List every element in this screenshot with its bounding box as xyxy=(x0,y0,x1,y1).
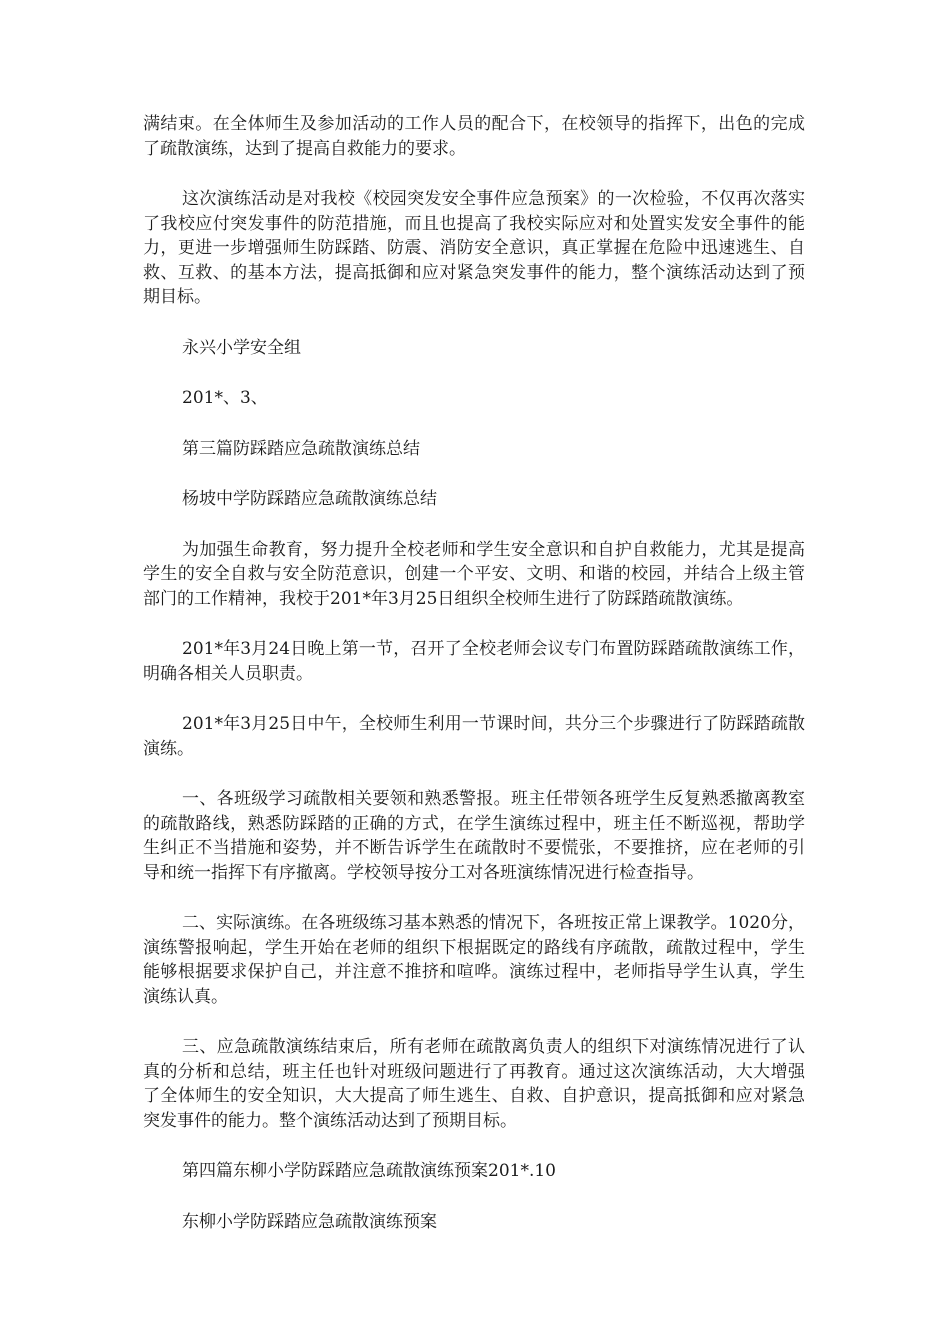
paragraph-meeting: 201*年3月24日晚上第一节，召开了全校老师会议专门布置防踩踏疏散演练工作，明确各相关人员职责。 xyxy=(143,639,805,684)
paragraph-evaluation: 这次演练活动是对我校《校园突发安全事件应急预案》的一次检验，不仅再次落实了我校应付突发事件的防范措施，而且也提高了我校实际应对和处置实发安全事件的能力，更进一步增强师生防踩踏、防震、消防安全意识，真正掌握在危险中迅速逃生、自救、互救、的基本方法，提高抵御和应对紧急突发事件的能力，整个演练活动达到了预期目标。 xyxy=(143,189,805,307)
section-heading-third: 第三篇防踩踏应急疏散演练总结 xyxy=(182,438,420,459)
paragraph-steps-intro: 201*年3月25日中午，全校师生利用一节课时间，共分三个步骤进行了防踩踏疏散演练。 xyxy=(143,714,805,759)
section-subtitle-dongliu: 东柳小学防踩踏应急疏散演练预案 xyxy=(182,1211,437,1232)
section-heading-fourth: 第四篇东柳小学防踩踏应急疏散演练预案201*.10 xyxy=(182,1161,556,1181)
paragraph-continuation: 满结束。在全体师生及参加活动的工作人员的配合下，在校领导的指挥下，出色的完成了疏散演练，达到了提高自救能力的要求。 xyxy=(143,114,805,159)
paragraph-step-one: 一、各班级学习疏散相关要领和熟悉警报。班主任带领各班学生反复熟悉撤离教室的疏散路线，熟悉防踩踏的正确的方式，在学生演练过程中，班主任不断巡视，帮助学生纠正不当措施和姿势，并不断告诉学生在疏散时不要慌张，不要推挤，应在老师的引导和统一指挥下有序撤离。学校领导按分工对各班演练情况进行检查指导。 xyxy=(143,789,805,883)
document-body xyxy=(143,112,805,1260)
signature-date: 201*、3、 xyxy=(182,388,268,408)
paragraph-step-two: 二、实际演练。在各班级练习基本熟悉的情况下，各班按正常上课教学。1020分，演练警报响起，学生开始在老师的组织下根据既定的路线有序疏散，疏散过程中，学生能够根据要求保护自己，并注意不推挤和喧哗。演练过程中，老师指导学生认真，学生演练认真。 xyxy=(143,913,805,1007)
signature-organization: 永兴小学安全组 xyxy=(182,337,301,358)
paragraph-step-three: 三、应急疏散演练结束后，所有老师在疏散离负责人的组织下对演练情况进行了认真的分析和总结，班主任也针对班级问题进行了再教育。通过这次演练活动，大大增强了全体师生的安全知识，大大提高了师生逃生、自救、自护意识，提高抵御和应对紧急突发事件的能力。整个演练活动达到了预期目标。 xyxy=(143,1037,805,1131)
paragraph-purpose: 为加强生命教育，努力提升全校老师和学生安全意识和自护自救能力，尤其是提高学生的安全自救与安全防范意识，创建一个平安、文明、和谐的校园，并结合上级主管部门的工作精神，我校于201*年3月25日组织全校师生进行了防踩踏疏散演练。 xyxy=(143,539,805,609)
section-subtitle-yangpo: 杨坡中学防踩踏应急疏散演练总结 xyxy=(182,489,437,509)
